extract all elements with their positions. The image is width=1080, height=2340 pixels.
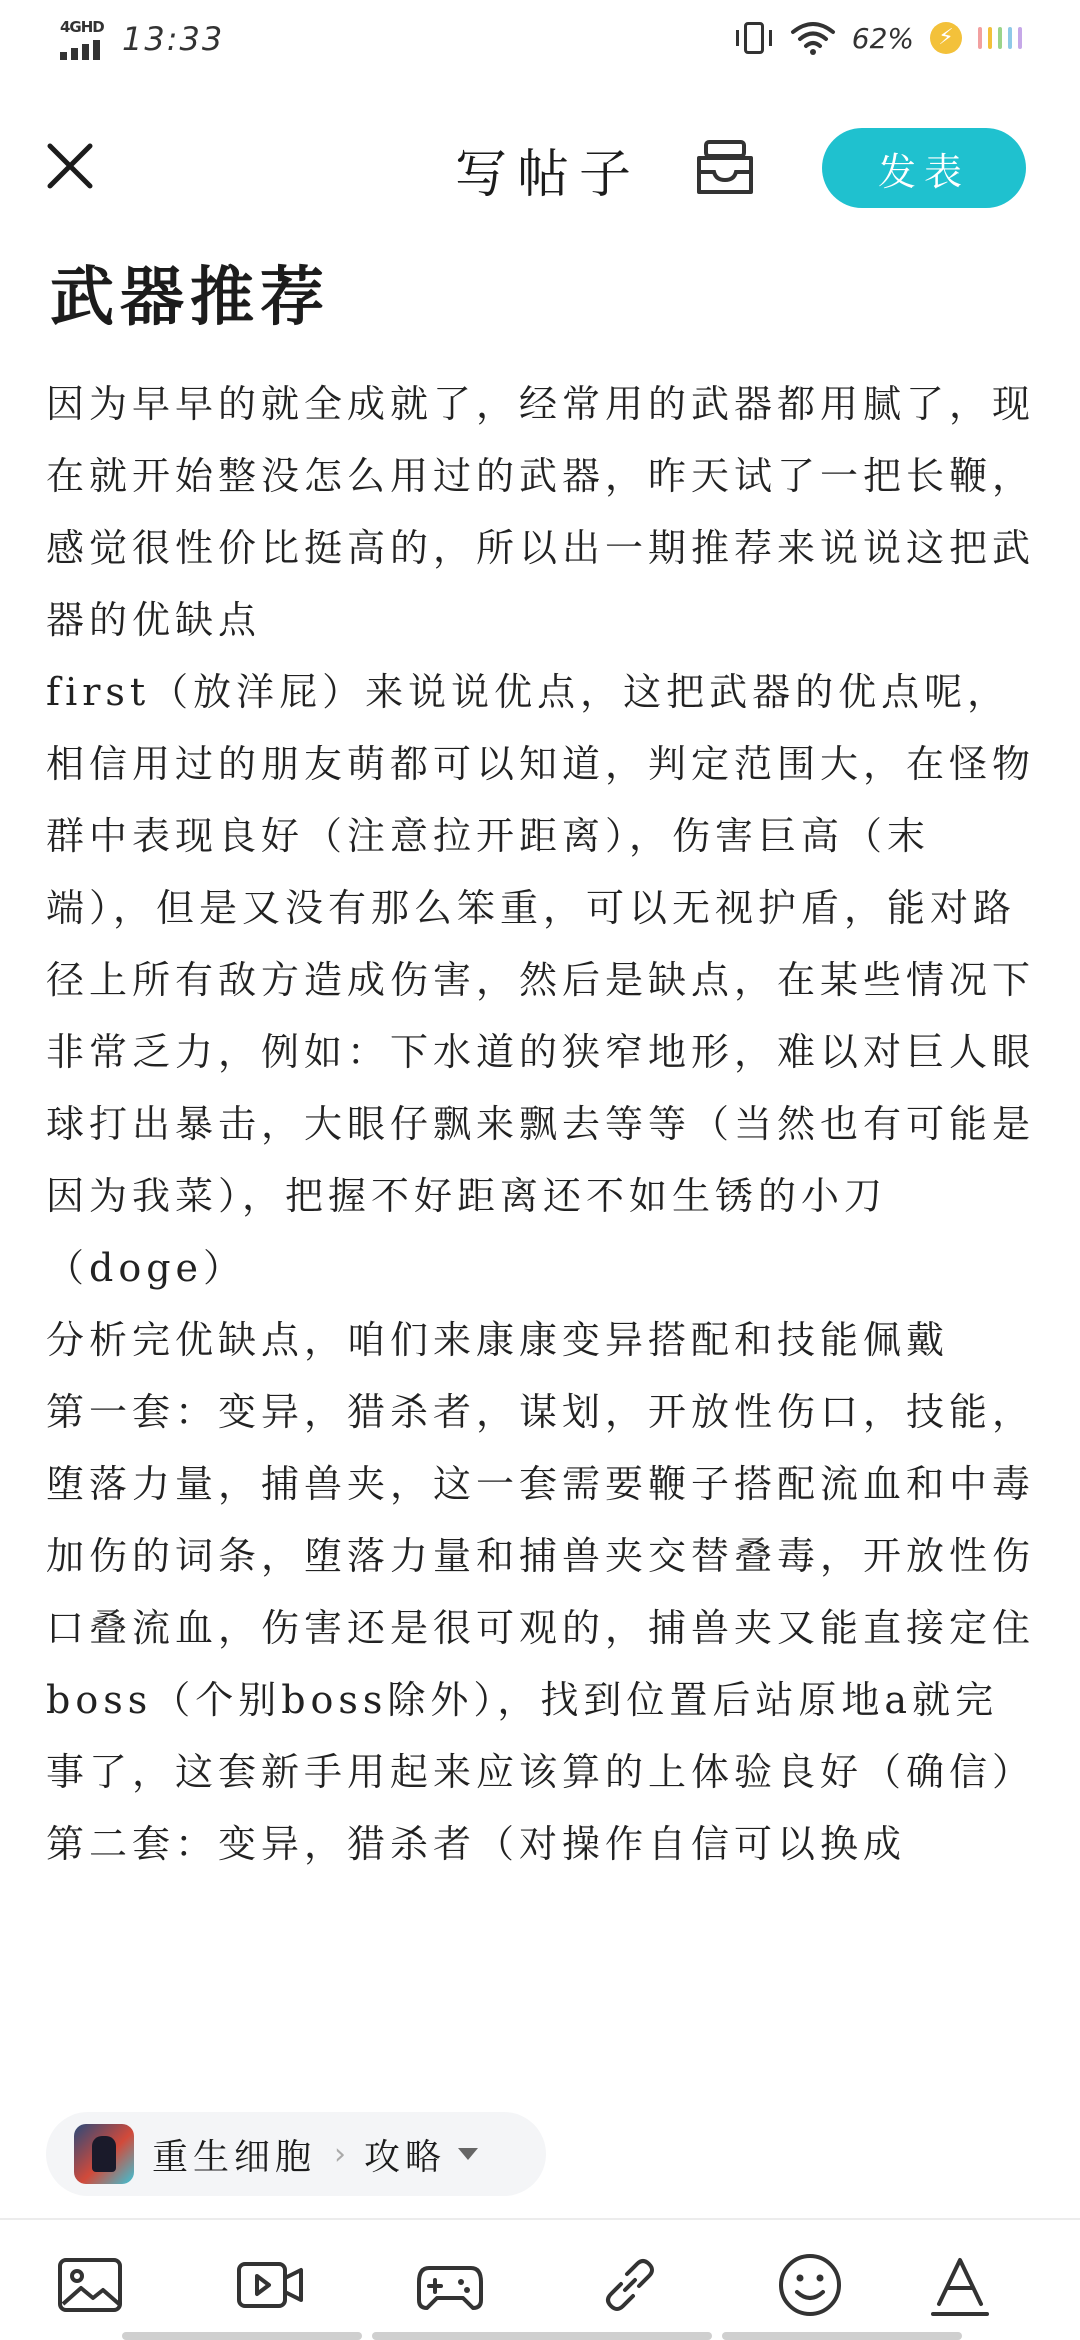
post-paragraph: 分析完优缺点，咱们来康康变异搭配和技能佩戴	[46, 1318, 950, 1362]
topic-category: 攻略	[364, 2136, 447, 2178]
bottom-indicator	[0, 2332, 1080, 2340]
clock: 13:33	[122, 20, 225, 58]
publish-button[interactable]: 发表	[822, 128, 1026, 208]
page-title: 写帖子	[455, 145, 642, 205]
cellular-signal-icon	[58, 18, 108, 60]
status-bar	[0, 0, 1080, 80]
game-icon	[74, 2124, 134, 2184]
text-format-icon[interactable]	[925, 2250, 995, 2320]
battery-level-icon	[978, 27, 1022, 49]
image-icon[interactable]	[55, 2250, 125, 2320]
network-type: 4GHD	[60, 18, 104, 36]
header	[0, 110, 1080, 220]
topic-selector[interactable]	[46, 2112, 546, 2196]
wifi-icon	[790, 20, 836, 56]
game-name: 重生细胞	[152, 2136, 317, 2178]
chevron-right-icon: ›	[334, 2136, 347, 2172]
status-left	[58, 18, 224, 60]
charging-icon: ⚡	[930, 22, 962, 54]
post-paragraph: 第二套：变异，猎杀者（对操作自信可以换成	[46, 1822, 907, 1866]
post-body-editor[interactable]	[46, 368, 1036, 2086]
drafts-box-icon[interactable]	[694, 138, 756, 198]
editor-toolbar	[0, 2218, 1080, 2340]
post-paragraph: first（放洋屁）来说说优点，这把武器的优点呢，相信用过的朋友萌都可以知道，判定范围大，在怪物群中表现良好（注意拉开距离），伤害巨高（末端），但是又没有那么笨重，可以无视护盾，能对路径上所有敌方造成伤害，然后是缺点，在某些情况下非常乏力，例如：下水道的狭窄地形，难以对巨人眼球打出暴击，大眼仔飘来飘去等等（当然也有可能是因为我菜），把握不好距离还不如生锈的小刀（doge）	[46, 670, 1036, 1290]
link-icon[interactable]	[595, 2250, 665, 2320]
chevron-down-icon	[458, 2148, 478, 2160]
post-paragraph: 第一套：变异，猎杀者，谋划，开放性伤口，技能，堕落力量，捕兽夹，这一套需要鞭子搭配流血和中毒加伤的词条，堕落力量和捕兽夹交替叠毒，开放性伤口叠流血，伤害还是很可观的，捕兽夹又能直接定住boss（个别boss除外），找到位置后站原地a就完事了，这套新手用起来应该算的上体验良好（确信）	[46, 1390, 1036, 1794]
gamepad-icon[interactable]	[415, 2250, 485, 2320]
video-icon[interactable]	[235, 2250, 305, 2320]
signal-bars	[60, 40, 100, 60]
emoji-icon[interactable]	[775, 2250, 845, 2320]
close-icon[interactable]	[44, 140, 96, 192]
post-title[interactable]: 武器推荐	[50, 260, 330, 335]
post-paragraph: 因为早早的就全成就了，经常用的武器都用腻了，现在就开始整没怎么用过的武器，昨天试了一把长鞭，感觉很性价比挺高的，所以出一期推荐来说说这把武器的优缺点	[46, 382, 1036, 642]
vibrate-icon	[734, 20, 774, 56]
battery-percent: 62%	[851, 21, 914, 55]
status-right	[734, 20, 1022, 56]
